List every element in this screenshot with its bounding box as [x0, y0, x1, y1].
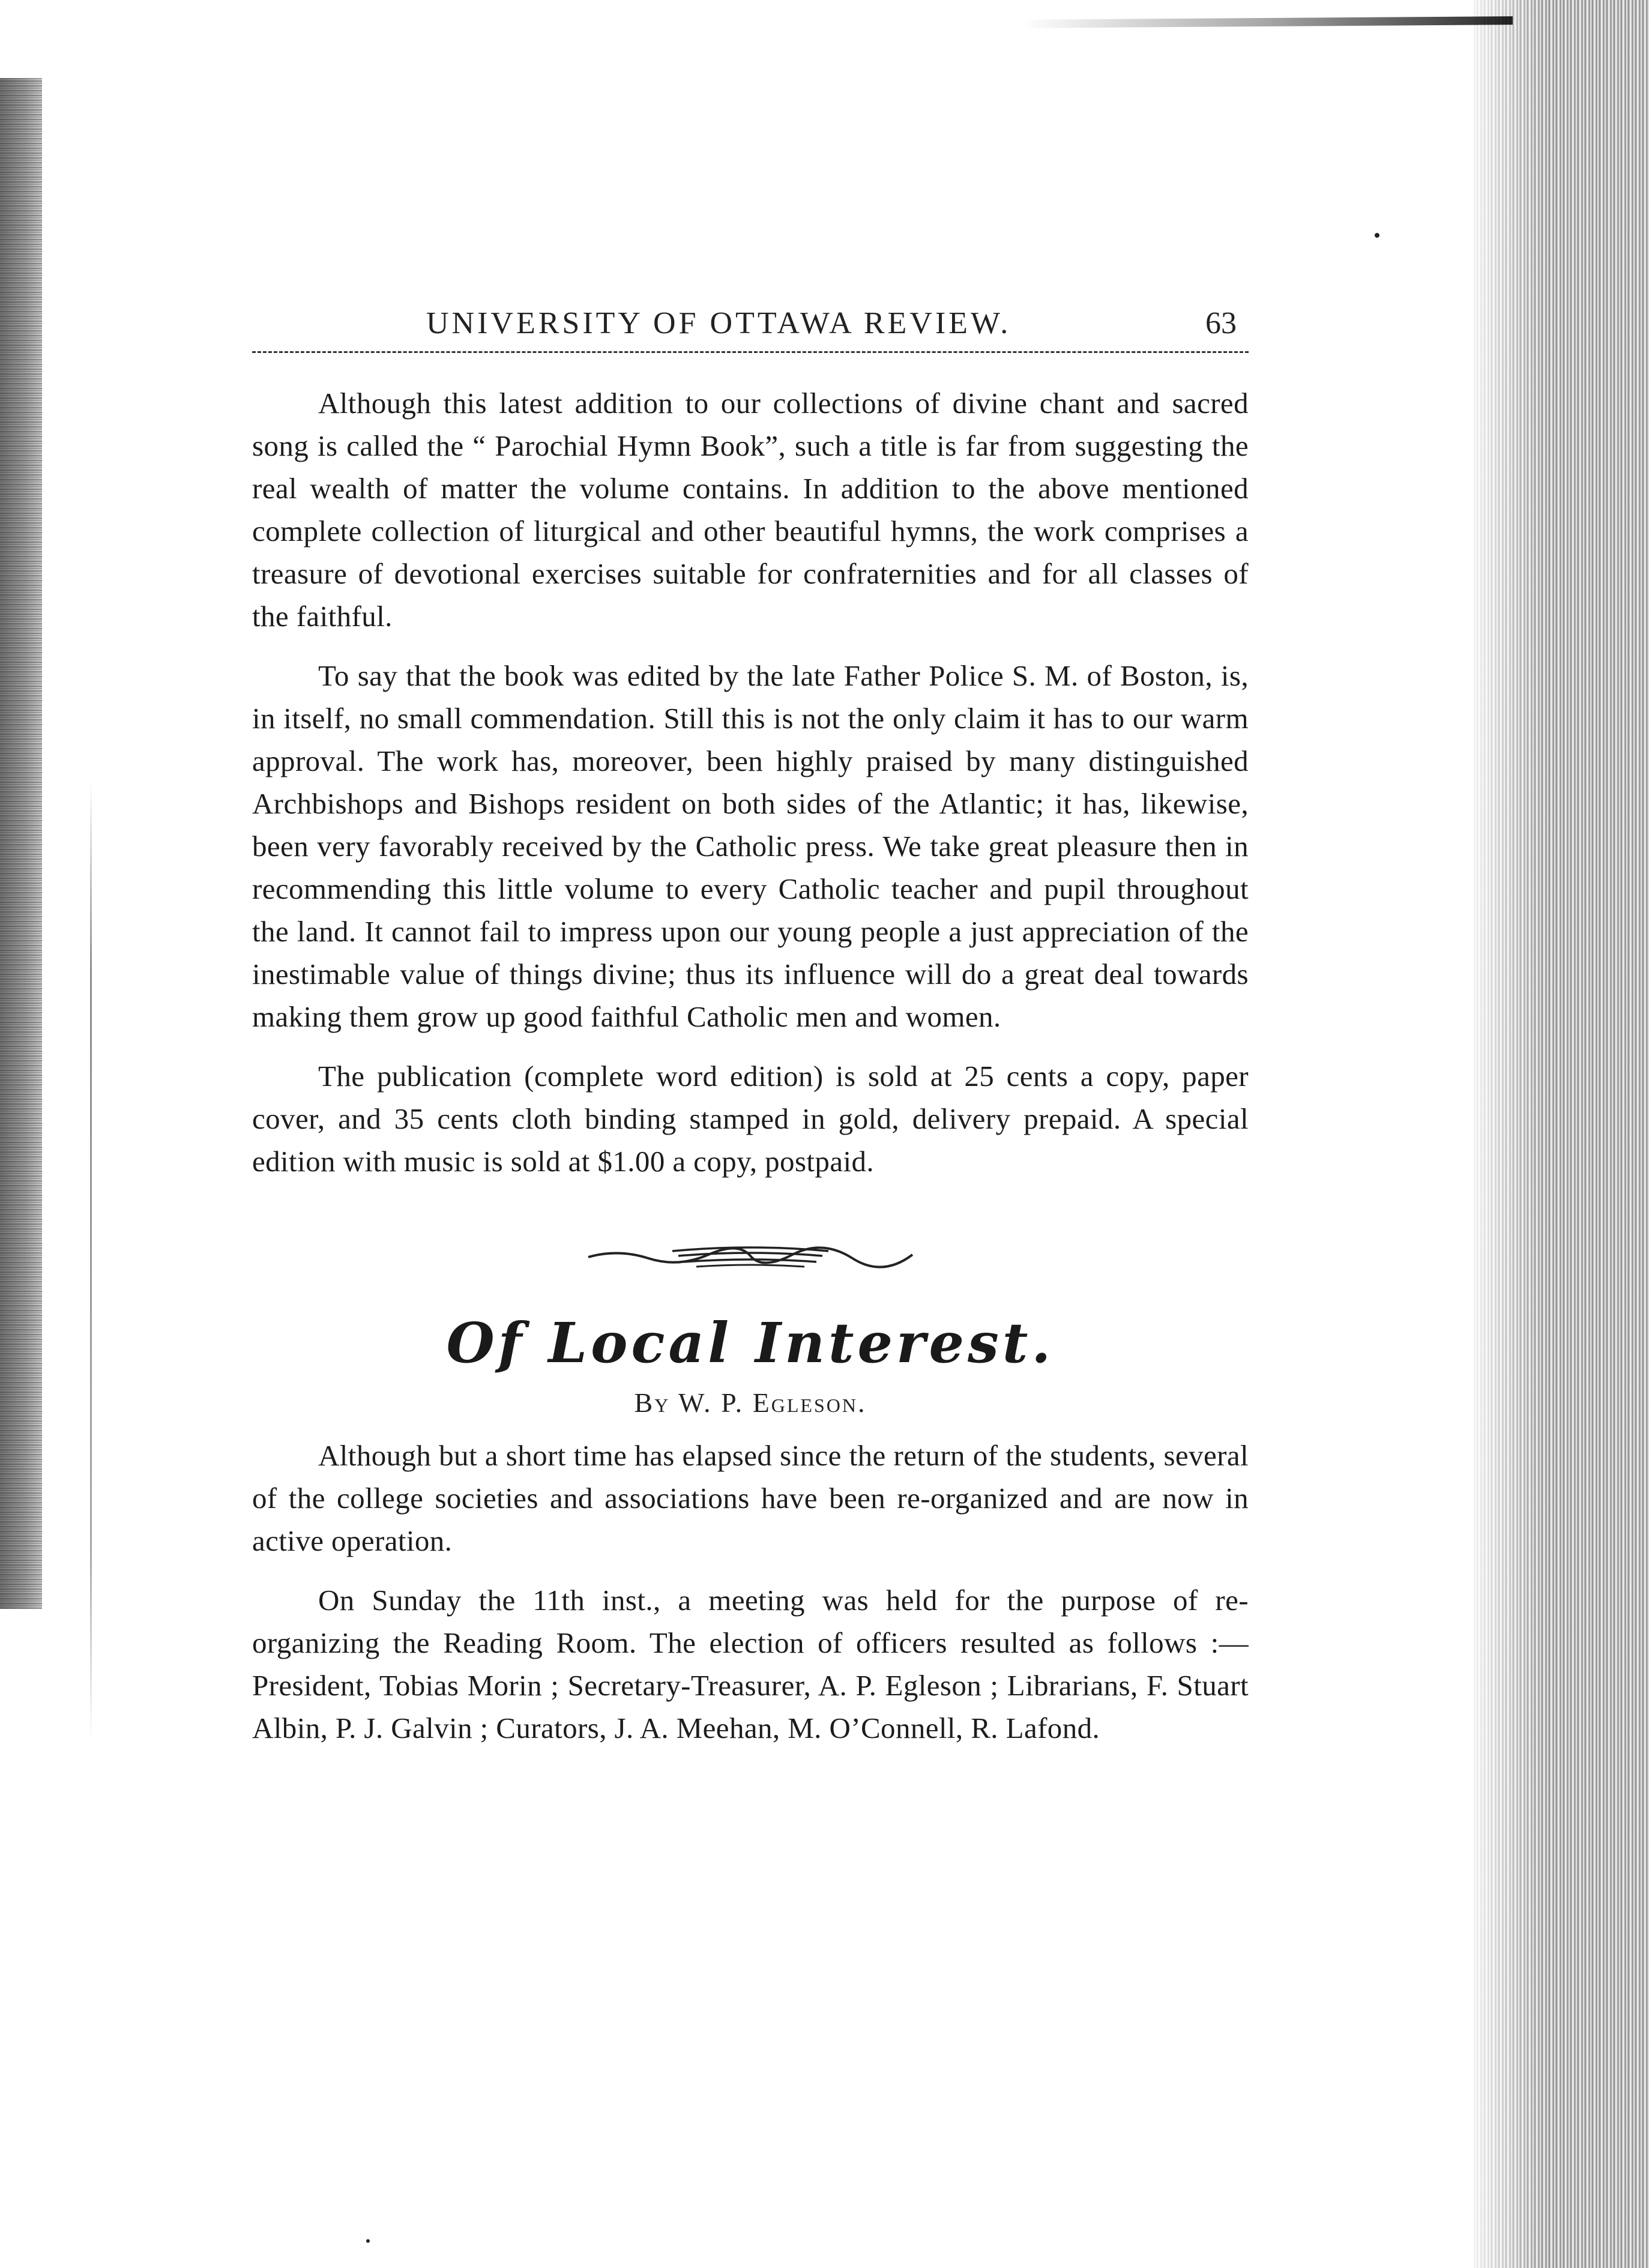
running-head — [252, 303, 1249, 353]
scan-speck — [1375, 233, 1379, 238]
scan-right-edge — [1474, 0, 1649, 2268]
scan-speck — [366, 2239, 370, 2243]
article-paragraph: To say that the book was edited by the late Father Police S. M. of Boston, is, in itself, no small commendation. Still this is not the only claim it has to our warm approval. The work has, moreover, been highly praised by many distinguished Archbishops and Bishops resident on both sides of the Atlantic; it has, likewise, been very favorably received by the Catholic press. We take great pleasure then in recommending this little volume to every Catholic teacher and pupil throughout the land. It cannot fail to impress upon our young people a just appreciation of the inestimable value of things divine; thus its influence will do a great deal towards making them grow up good faithful Catholic men and women. — [252, 659, 1249, 1033]
page-number: 63 — [1205, 306, 1237, 340]
page-body — [252, 303, 1249, 1749]
article-paragraph: Although this latest addition to our collections of divine chant and sacred song is called the “ Parochial Hymn Book”, such a title is far from suggesting the real wealth of matter the volume contains. In addition to the above mentioned complete collection of liturgical and other beautiful hymns, the work comprises a treasure of devotional exercises suitable for confraternities and for all classes of the faithful. — [252, 387, 1249, 633]
section-byline: By W. P. Egleson. — [634, 1387, 867, 1418]
article-paragraph: The publication (complete word edition) is sold at 25 cents a copy, paper cover, and 35 cents cloth binding stamped in gold, delivery prepaid. A special edition with music is sold at $1.00 a copy, postpaid. — [252, 1060, 1249, 1178]
running-title: UNIVERSITY OF OTTAWA REVIEW. — [426, 306, 1011, 340]
section-divider-ornament — [582, 1238, 918, 1274]
scan-top-edge — [1020, 16, 1513, 28]
section-paragraph: On Sunday the 11th inst., a meeting was held for the purpose of re-organizing the Reading Room. The election of officers resulted as follows :—President, Tobias Morin ; Secretary-Treasurer, A. P. Egleson ; Librarians, F. Stuart Albin, P. J. Galvin ; Curators, J. A. Meehan, M. O’Connell, R. Lafond. — [252, 1584, 1249, 1745]
section-title: Of Local Interest. — [446, 1310, 1055, 1375]
scan-left-edge — [0, 78, 42, 1609]
section-paragraph: Although but a short time has elapsed since the return of the students, several of the college societies and associations have been re-organized and are now in active operation. — [252, 1439, 1249, 1557]
scan-left-line — [90, 780, 92, 1741]
